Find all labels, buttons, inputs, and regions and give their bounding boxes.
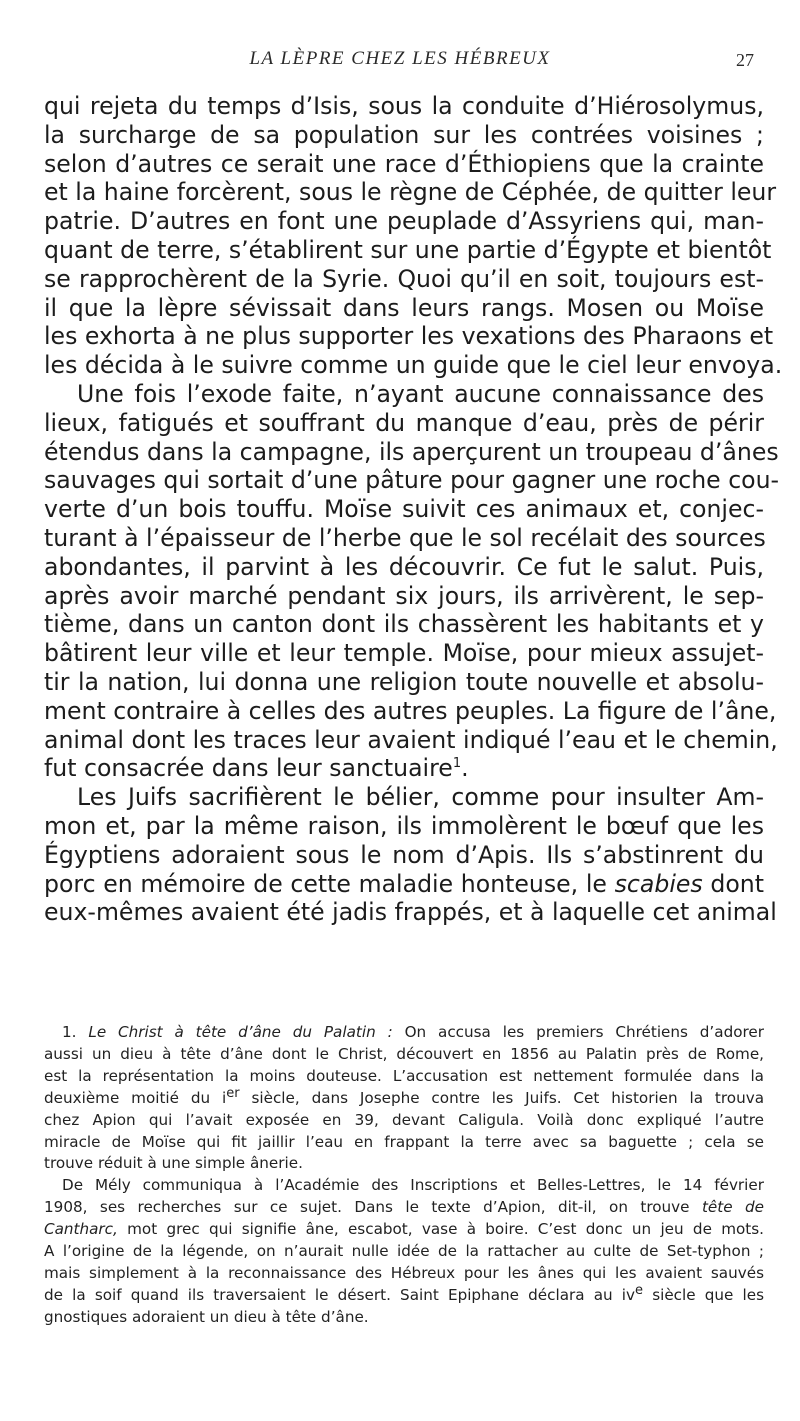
text-segment: deuxième moitié du i bbox=[44, 1088, 227, 1107]
text-segment: mot grec qui signifie âne, escabot, vase à boire. C’est donc un jeu de mots. bbox=[117, 1220, 764, 1239]
text-line: tir la nation, lui donna une religion toute nouvelle et absolu- bbox=[44, 667, 764, 696]
text-line: mon et, par la même raison, ils immolèrent le bœuf que les bbox=[44, 811, 764, 840]
italic-term: Cantharc, bbox=[44, 1220, 118, 1239]
footnote-line: A l’origine de la légende, on n’aurait nulle idée de la rattacher au culte de Set-typhon ; bbox=[44, 1242, 764, 1261]
footnote-number: 1. bbox=[62, 1023, 77, 1041]
footnote-line bbox=[44, 1282, 764, 1307]
footnote-line bbox=[44, 1085, 765, 1110]
footnote-block bbox=[44, 1022, 764, 1329]
text-line: Une fois l’exode faite, n’ayant aucune connaissance des bbox=[77, 379, 764, 408]
text-line: ment contraire à celles des autres peuples. La figure de l’âne, bbox=[44, 696, 777, 725]
text-line: animal dont les traces leur avaient indiqué l’eau et le chemin, bbox=[44, 725, 778, 754]
footnote-line: est la représentation la moins douteuse. L’accusation est nettement formulée dans la bbox=[44, 1066, 764, 1085]
text-segment: 1908, ses recherches sur ce sujet. Dans le texte d’Apion, dit-il, on trouve bbox=[44, 1198, 690, 1217]
superscript: e bbox=[635, 1282, 644, 1298]
text-line: étendus dans la campagne, ils aperçurent un troupeau d’ânes bbox=[44, 437, 779, 466]
page-number: 27 bbox=[736, 50, 754, 70]
italic-term: scabies bbox=[614, 869, 703, 898]
text-line: quant de terre, s’établirent sur une partie d’Égypte et bientôt bbox=[44, 235, 772, 264]
text-line: bâtirent leur ville et leur temple. Moïse, pour mieux assujet- bbox=[44, 639, 764, 668]
text-segment: dont bbox=[710, 869, 764, 898]
text-line: selon d’autres ce serait une race d’Éthiopiens que la crainte bbox=[44, 149, 764, 178]
text-line: patrie. D’autres en font une peuplade d’Assyriens qui, man- bbox=[44, 207, 764, 236]
text-segment: siècle, dans Josephe contre les Juifs. Cet historien la trouva bbox=[239, 1088, 765, 1107]
footnote-ref[interactable]: 1 bbox=[452, 756, 462, 772]
body-text bbox=[44, 92, 783, 927]
text-segment: fut consacrée dans leur sanctuaire bbox=[44, 754, 453, 783]
footnote-line: aussi un dieu à tête d’âne dont le Christ, découvert en 1856 au Palatin près de Rome, bbox=[44, 1044, 764, 1063]
text-line: les décida à le suivre comme un guide que le ciel leur envoya. bbox=[44, 351, 783, 380]
running-header bbox=[0, 48, 800, 78]
running-title: LA LÈPRE CHEZ LES HÉBREUX bbox=[249, 48, 551, 69]
text-line bbox=[44, 870, 764, 899]
text-segment: siècle que les bbox=[643, 1285, 764, 1304]
footnote-line: mais simplement à la reconnaissance des Hébreux pour les ânes qui les avaient sauvés bbox=[44, 1263, 764, 1282]
footnote-line bbox=[44, 1219, 764, 1241]
footnote-line bbox=[44, 1022, 764, 1044]
text-line: tième, dans un canton dont ils chassèrent les habitants et y bbox=[44, 610, 764, 639]
text-line: lieux, fatigués et souffrant du manque d’eau, près de périr bbox=[44, 408, 764, 437]
text-line: eux-mêmes avaient été jadis frappés, et à laquelle cet animal bbox=[44, 898, 777, 927]
text-line: Les Juifs sacrifièrent le bélier, comme pour insulter Am- bbox=[77, 783, 764, 812]
text-line: se rapprochèrent de la Syrie. Quoi qu’il en soit, toujours est- bbox=[44, 264, 764, 293]
text-line: sauvages qui sortait d’une pâture pour gagner une roche cou- bbox=[44, 466, 780, 495]
footnote-line: chez Apion qui l’avait exposée en 39, devant Caligula. Voilà donc expliqué l’autre bbox=[44, 1110, 764, 1129]
text-line: verte d’un bois touffu. Moïse suivit ces animaux et, conjec- bbox=[44, 495, 764, 524]
text-line: et la haine forcèrent, sous le règne de Céphée, de quitter leur bbox=[44, 178, 777, 207]
text-line: Égyptiens adoraient sous le nom d’Apis. Ils s’abstinrent du bbox=[44, 840, 764, 869]
footnote-title: Le Christ à tête d’âne du Palatin : bbox=[88, 1023, 393, 1041]
text-line: la surcharge de sa population sur les contrées voisines ; bbox=[44, 120, 764, 149]
footnote-line: gnostiques adoraient un dieu à tête d’âne. bbox=[44, 1307, 369, 1326]
italic-term: tête de bbox=[701, 1198, 764, 1217]
footnote-line: miracle de Moïse qui fit jaillir l’eau en frappant la terre avec sa baguette ; cela se bbox=[44, 1132, 764, 1151]
text-line: qui rejeta du temps d’Isis, sous la conduite d’Hiérosolymus, bbox=[44, 92, 764, 120]
text-line: après avoir marché pendant six jours, ils arrivèrent, le sep- bbox=[44, 581, 764, 610]
text-line: il que la lèpre sévissait dans leurs rangs. Mosen ou Moïse bbox=[44, 293, 764, 322]
footnote-line bbox=[44, 1197, 764, 1219]
text-line: turant à l’épaisseur de l’herbe que le sol recélait des sources bbox=[44, 523, 766, 552]
text-segment: . bbox=[461, 754, 469, 783]
text-segment: porc en mémoire de cette maladie honteuse, le bbox=[44, 869, 607, 898]
text-line: les exhorta à ne plus supporter les vexations des Pharaons et bbox=[44, 322, 774, 351]
text-segment: de la soif quand ils traversaient le désert. Saint Epiphane déclara au iv bbox=[44, 1285, 636, 1304]
footnote-line: trouve réduit à une simple ânerie. bbox=[44, 1154, 303, 1173]
text-line bbox=[44, 754, 764, 783]
footnote-line: De Mély communiqua à l’Académie des Inscriptions et Belles-Lettres, le 14 février bbox=[62, 1176, 764, 1195]
text-segment: On accusa les premiers Chrétiens d’adorer bbox=[404, 1023, 764, 1041]
superscript: er bbox=[226, 1085, 240, 1101]
text-line: abondantes, il parvint à les découvrir. Ce fut le salut. Puis, bbox=[44, 552, 764, 581]
